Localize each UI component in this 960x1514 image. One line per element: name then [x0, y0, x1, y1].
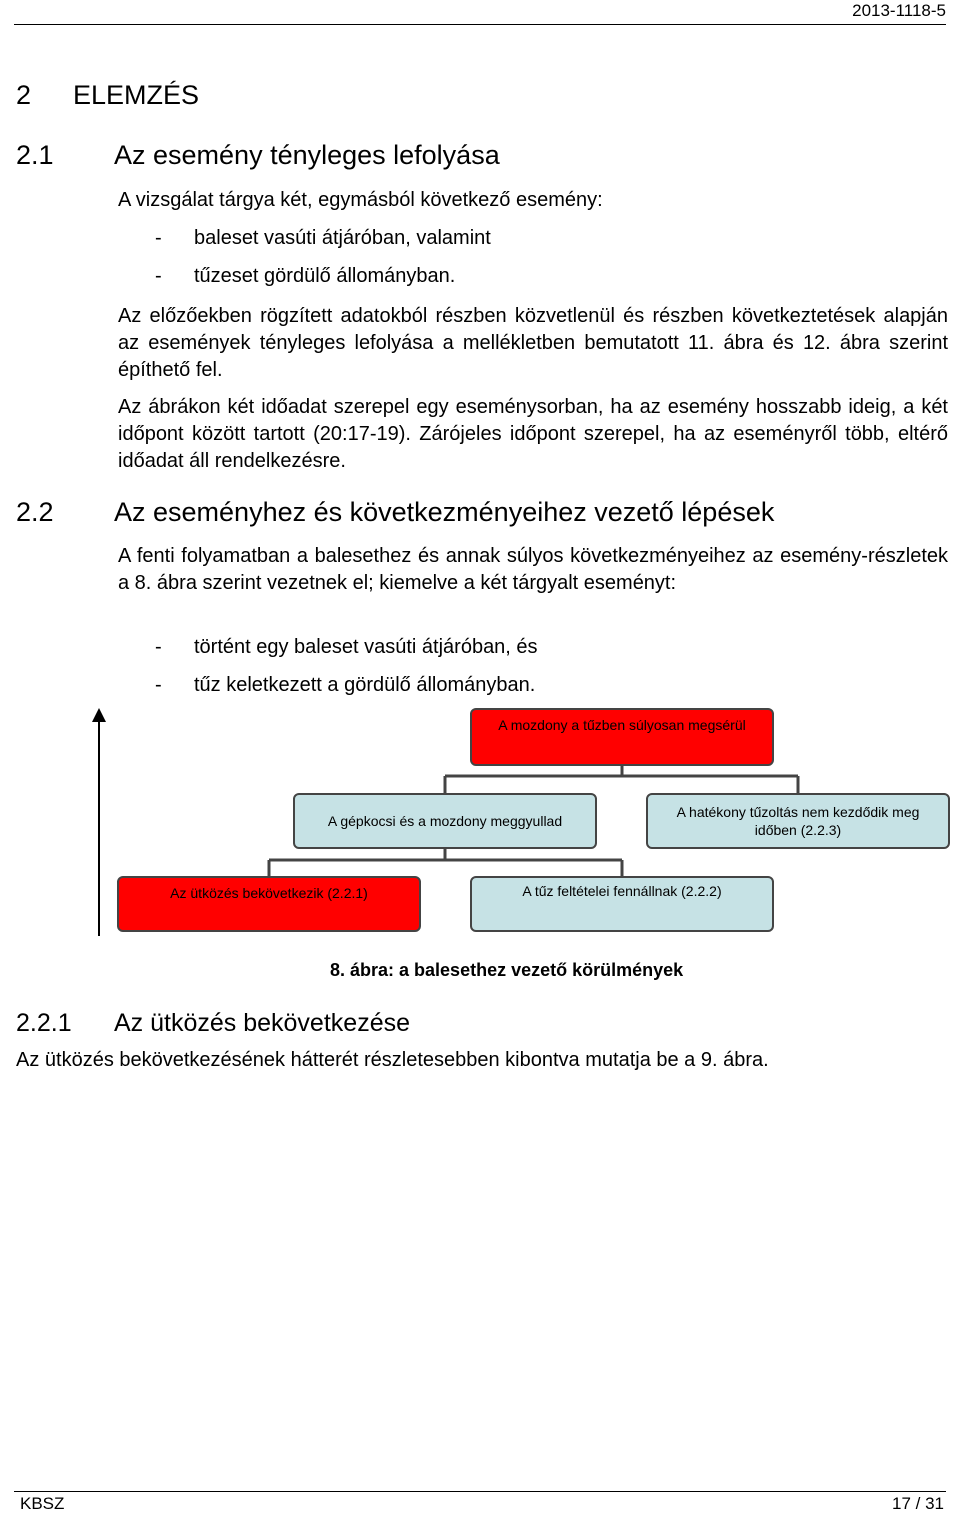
subsection-number: 2.2: [16, 497, 54, 527]
subsection-title: Az eseményhez és következményeihez vezető lépések: [114, 497, 775, 527]
list-item: [155, 265, 455, 288]
list-dash: -: [155, 227, 162, 249]
document-id: 2013-1118-5: [852, 1, 946, 20]
diagram-node-mid-right: A hatékony tűzoltás nem kezdődik meg időben (2.2.3): [646, 793, 950, 849]
list-item-text: baleset vasúti átjáróban, valamint: [194, 227, 491, 249]
diagram-node-top: A mozdony a tűzben súlyosan megsérül: [470, 708, 774, 766]
list-dash: -: [155, 674, 162, 696]
body-paragraph: A fenti folyamatban a balesethez és annak súlyos következményeihez az esemény-részletek a 8. ábra szerint vezetnek el; kiemelve a két tárgyalt eseményt:: [118, 545, 948, 594]
diagram-node-mid-left: A gépkocsi és a mozdony meggyullad: [293, 793, 597, 849]
subsection-title: Az esemény tényleges lefolyása: [114, 140, 500, 170]
subsubsection-number: 2.2.1: [16, 1009, 72, 1037]
list-dash: -: [155, 265, 162, 287]
list-item-text: tűzeset gördülő állományban.: [194, 265, 456, 287]
subsection-heading-2-1: [16, 140, 500, 171]
body-paragraph: Az ábrákon két időadat szerepel egy eseménysorban, ha az esemény hosszabb ideig, a két időpont között tartott (20:17-19). Zárójeles időpont szerepel, ha az eseményről több, eltérő időadat áll rendelkezésre.: [118, 396, 948, 472]
list-dash: -: [155, 636, 162, 658]
diagram-node-bottom-right: A tűz feltételei fennállnak (2.2.2): [470, 876, 774, 932]
list-item-text: történt egy baleset vasúti átjáróban, és: [194, 636, 538, 658]
page-number: 17 / 31: [892, 1494, 944, 1513]
figure-caption: 8. ábra: a balesethez vezető körülmények: [330, 960, 684, 980]
footer-rule: [14, 1491, 946, 1492]
subsection-number: 2.1: [16, 140, 54, 170]
list-item: [155, 636, 538, 659]
subsubsection-title: Az ütközés bekövetkezése: [114, 1009, 410, 1037]
intro-paragraph: A vizsgálat tárgya két, egymásból következő esemény:: [118, 189, 603, 211]
header-rule: [14, 24, 946, 25]
footer-organization: KBSZ: [20, 1494, 65, 1513]
body-paragraph: Az előzőekben rögzített adatokból részben közvetlenül és részben következtetések alapján az események tényleges lefolyása a mellékletben bemutatott 11. ábra és 12. ábra szerint építhető fel.: [118, 305, 948, 381]
list-item-text: tűz keletkezett a gördülő állományban.: [194, 674, 536, 696]
subsection-heading-2-2: [16, 497, 774, 528]
body-paragraph: Az ütközés bekövetkezésének hátterét részletesebben kibontva mutatja be a 9. ábra.: [16, 1049, 769, 1071]
section-heading: [16, 80, 199, 111]
section-number: 2: [16, 80, 32, 110]
subsubsection-heading-2-2-1: [16, 1009, 410, 1038]
list-item: [155, 227, 491, 250]
diagram-node-bottom-left: Az ütközés bekövetkezik (2.2.1): [117, 876, 421, 932]
arrow-up-icon: [92, 708, 106, 722]
section-title: ELEMZÉS: [73, 80, 200, 110]
list-item: [155, 674, 535, 697]
